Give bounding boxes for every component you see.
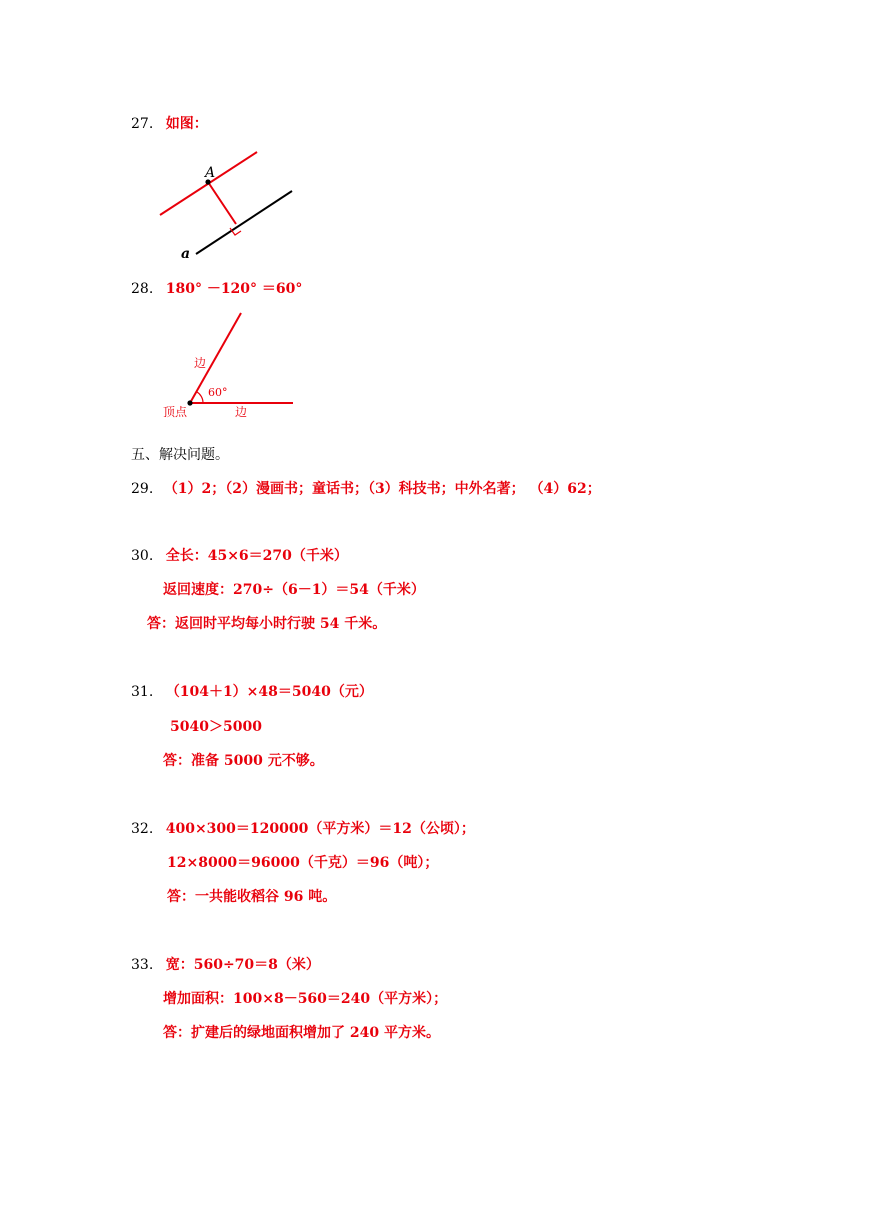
line-a (196, 191, 292, 254)
q31-line-1 (131, 681, 373, 701)
q30-step-2: 返回速度：270÷（6－1）＝54（千米） (163, 582, 425, 598)
q32-number: 32. (131, 821, 154, 837)
q27-text: 如图： (165, 116, 208, 132)
angle-arc (197, 392, 204, 403)
vertex-label: 顶点 (163, 405, 188, 419)
q33-number: 33. (131, 957, 154, 973)
q32-step-1: 400×300＝120000（平方米）＝12（公顷）； (165, 821, 475, 837)
q30-number: 30. (131, 548, 154, 564)
q29-line (131, 478, 601, 498)
point-a-label: A (205, 165, 216, 181)
q32-line-1 (131, 818, 475, 838)
angle-label: 60° (208, 386, 228, 399)
q27-number: 27. (131, 116, 154, 132)
q29-text: （1）2；（2）漫画书；童话书；（3）科技书；中外名著； （4）62； (163, 481, 601, 497)
side-bottom-label: 边 (235, 405, 248, 419)
q33-answer: 答：扩建后的绿地面积增加了 240 平方米。 (163, 1025, 440, 1041)
q30-step-1: 全长：45×6＝270（千米） (165, 548, 348, 564)
perpendicular-segment (208, 182, 236, 224)
vertex-dot (187, 400, 192, 405)
q31-step-2: 5040＞5000 (170, 719, 262, 735)
q29-number: 29. (131, 481, 154, 497)
q28-text: 180° －120° ＝60° (165, 281, 303, 297)
q33-line-1 (131, 954, 320, 974)
q27-line (131, 113, 208, 133)
q28-number: 28. (131, 281, 154, 297)
q28-line (131, 278, 302, 298)
q27-figure (150, 148, 300, 263)
q28-figure (158, 310, 298, 422)
q33-step-2: 增加面积：100×8－560＝240（平方米）； (163, 991, 448, 1007)
q32-step-2: 12×8000＝96000（千克）＝96（吨）； (167, 855, 439, 871)
q30-line-1 (131, 545, 348, 565)
side-top-label: 边 (194, 356, 207, 370)
q31-answer: 答：准备 5000 元不够。 (163, 753, 324, 769)
q31-number: 31. (131, 684, 154, 700)
section-title: 五、解决问题。 (131, 447, 229, 463)
q31-step-1: （104＋1）×48＝5040（元） (165, 684, 373, 700)
line-a-label: a (181, 246, 191, 262)
q32-answer: 答：一共能收稻谷 96 吨。 (167, 889, 337, 905)
q30-answer: 答：返回时平均每小时行驶 54 千米。 (147, 616, 387, 632)
q33-step-1: 宽：560÷70＝8（米） (165, 957, 320, 973)
